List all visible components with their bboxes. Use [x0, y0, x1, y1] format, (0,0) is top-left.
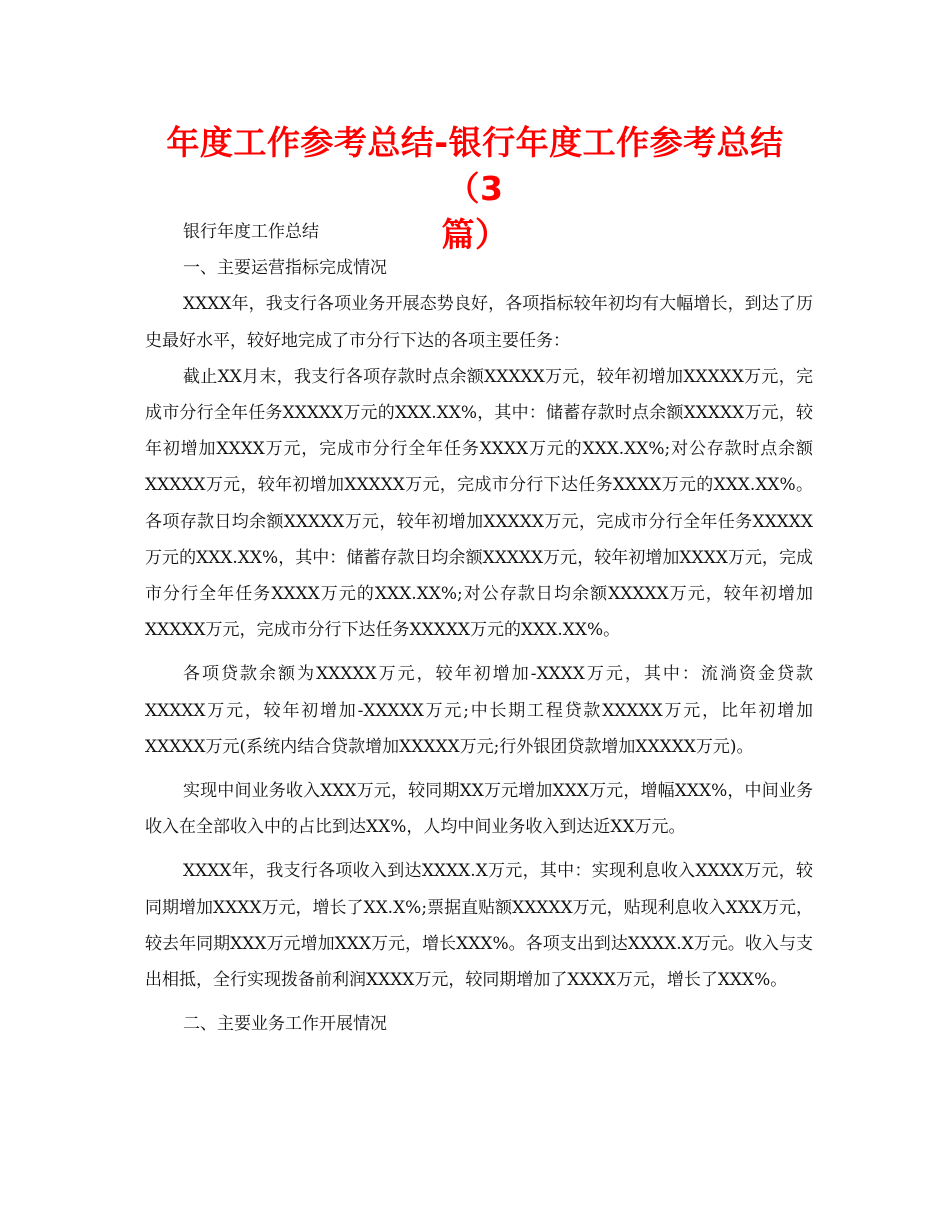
- document-body: [145, 214, 813, 1042]
- paragraph-intermediate-income: 实现中间业务收入XXX万元，较同期XX万元增加XXX万元，增幅XXX%，中间业务收入在全部收入中的占比到达XX%，人均中间业务收入到达近XX万元。: [145, 781, 813, 838]
- paragraph-income-expense: XXXX年，我支行各项收入到达XXXX.X万元，其中：实现利息收入XXXX万元，较同期增加XXXX万元，增长了XX.X%;票据直贴额XXXXX万元，贴现利息收入XXX万元，较去年同期XXX万元增加XXX万元，增长XXX%。各项支出到达XXXX.X万元。收入与支出相抵，全行实现拨备前利润XXXX万元，较同期增加了XXXX万元，增长了XXX%。: [145, 861, 813, 991]
- section-heading-bank-summary: 银行年度工作总结: [183, 222, 319, 242]
- paragraph-loans: 各项贷款余额为XXXXX万元，较年初增加-XXXX万元，其中：流淌资金贷款XXXXX万元，较年初增加-XXXXX万元;中长期工程贷款XXXXX万元，比年初增加XXXXX万元(系统内结合贷款增加XXXXX万元;行外银团贷款增加XXXXX万元)。: [145, 664, 813, 757]
- title-line-1: 年度工作参考总结-银行年度工作参考总结（3: [166, 123, 784, 208]
- paragraph-overview: XXXX年，我支行各项业务开展态势良好，各项指标较年初均有大幅增长，到达了历史最好水平，较好地完成了市分行下达的各项主要任务：: [145, 294, 813, 351]
- paragraph-deposits: 截止XX月末，我支行各项存款时点余额XXXXX万元，较年初增加XXXXX万元，完成市分行全年任务XXXXX万元的XXX.XX%，其中：储蓄存款时点余额XXXXX万元，较年初增加XXXX万元，完成市分行全年任务XXXX万元的XXX.XX%;对公存款时点余额XXXXX万元，较年初增加XXXXX万元，完成市分行下达任务XXXX万元的XXX.XX%。各项存款日均余额XXXXX万元，较年初增加XXXXX万元，完成市分行全年任务XXXXX万元的XXX.XX%，其中：储蓄存款日均余额XXXXX万元，较年初增加XXXX万元，完成市分行全年任务XXXX万元的XXX.XX%;对公存款日均余额XXXXX万元，较年初增加XXXXX万元，完成市分行下达任务XXXXX万元的XXX.XX%。: [145, 366, 813, 641]
- title-line-2: 篇）: [441, 215, 509, 254]
- section-heading-business-work: 二、主要业务工作开展情况: [183, 1014, 387, 1035]
- section-heading-operating-indicators: 一、主要运营指标完成情况: [183, 258, 387, 279]
